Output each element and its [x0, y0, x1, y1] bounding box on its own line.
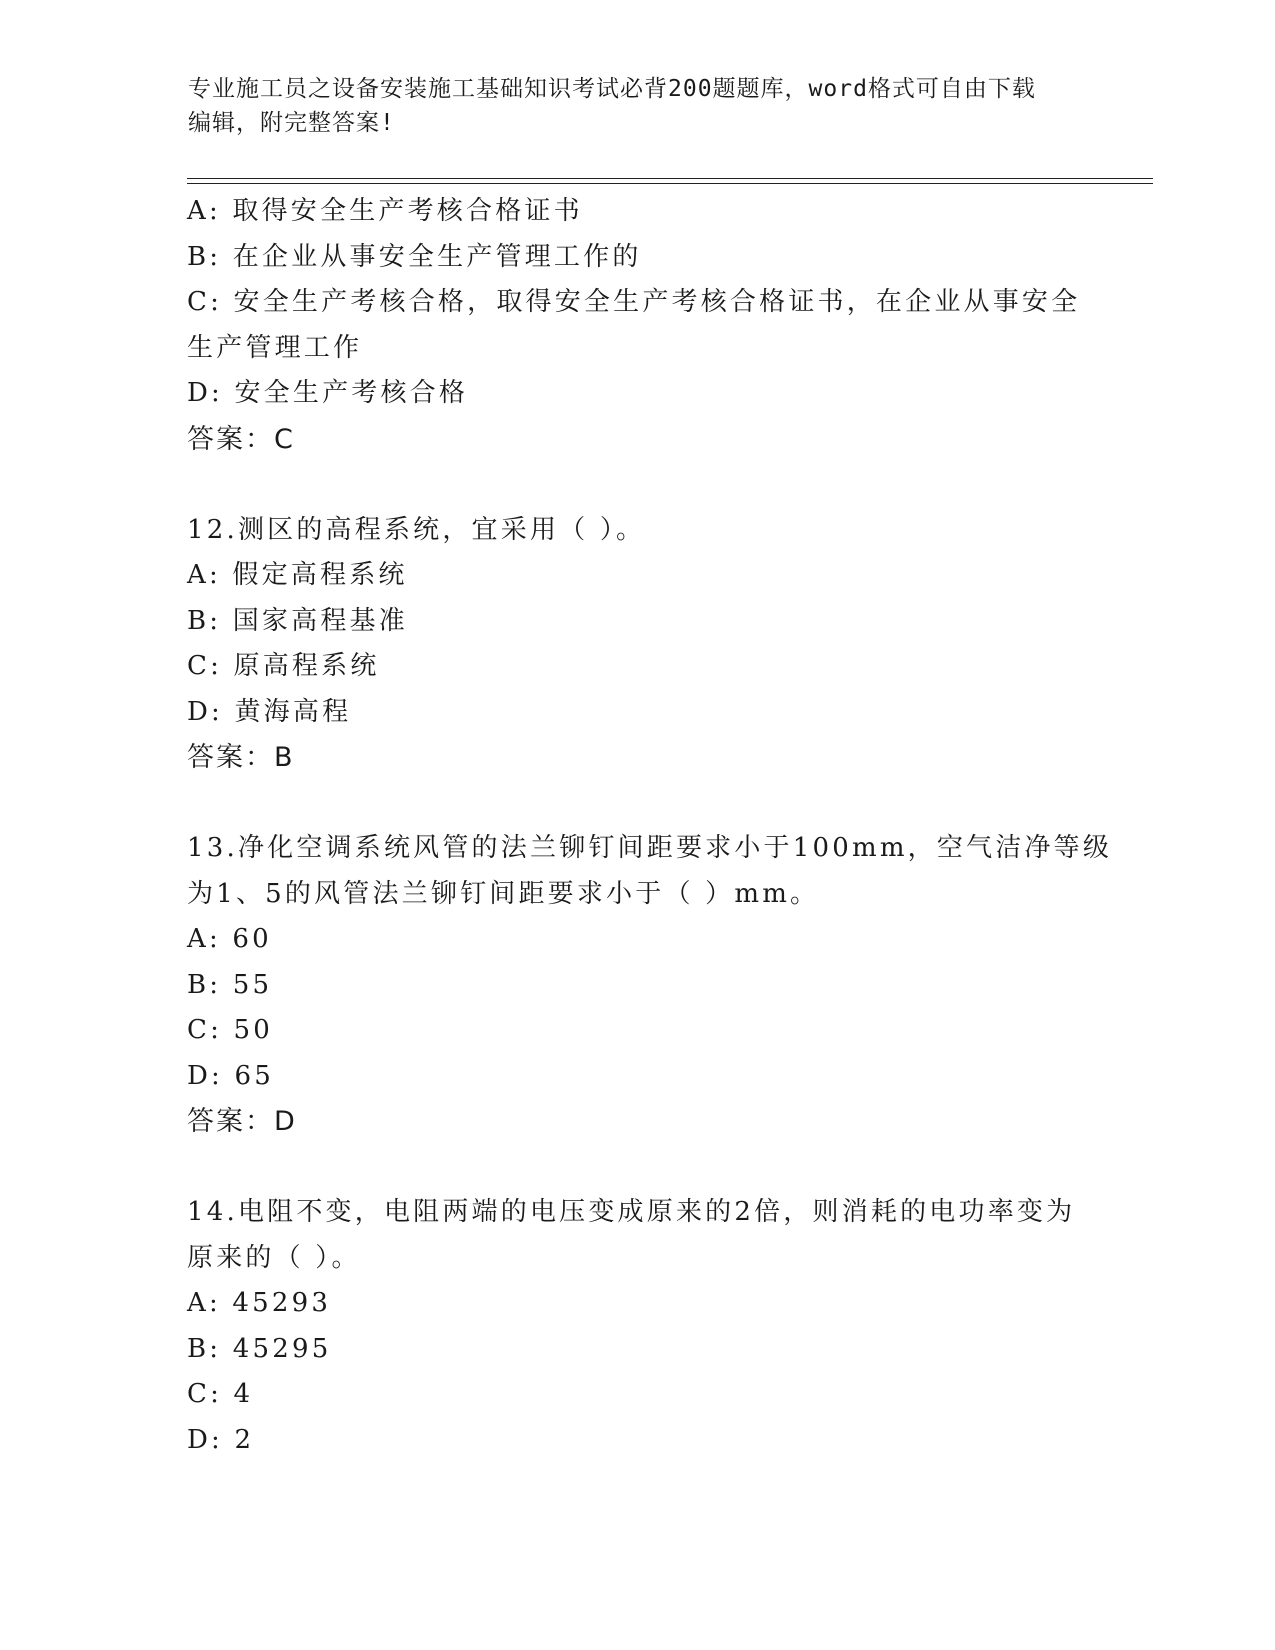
question-13: [187, 826, 1113, 1145]
header-title-line-2: 编辑，附完整答案!: [188, 110, 395, 136]
question-12: [187, 508, 1087, 781]
option-d: D: 安全生产考核合格: [187, 378, 469, 408]
option-c: C: 安全生产考核合格，取得安全生产考核合格证书，在企业从事安全: [187, 287, 1081, 317]
option-a: A: 取得安全生产考核合格证书: [187, 196, 583, 226]
header-title-line-1: 专业施工员之设备安装施工基础知识考试必背200题题库，word格式可自由下载: [188, 76, 1036, 102]
header-divider-bottom: [187, 183, 1153, 184]
option-b: B: 在企业从事安全生产管理工作的: [187, 241, 642, 272]
question-stem-continued: 为1、5的风管法兰铆钉间距要求小于（ ）mm。: [187, 878, 820, 909]
option-c-continued: 生产管理工作: [187, 332, 363, 363]
option-c: C: 50: [187, 1015, 274, 1045]
question-stem: 13.净化空调系统风管的法兰铆钉间距要求小于100mm，空气洁净等级: [187, 833, 1113, 863]
header-divider-top: [187, 178, 1153, 179]
document-header: [188, 72, 1068, 140]
option-c: C: 原高程系统: [187, 651, 380, 681]
answer: 答案：D: [187, 1106, 297, 1137]
option-b: B: 国家高程基准: [187, 605, 408, 636]
option-a: A: 60: [187, 924, 272, 954]
option-d: D: 黄海高程: [187, 696, 352, 727]
spacer: [187, 462, 1087, 508]
question-stem: 14.电阻不变，电阻两端的电压变成原来的2倍，则消耗的电功率变为: [187, 1197, 1076, 1227]
option-b: B: 55: [187, 969, 273, 1000]
option-d: D: 2: [187, 1424, 255, 1455]
spacer: [187, 781, 1087, 827]
question-stem-continued: 原来的（ ）。: [187, 1242, 361, 1273]
option-a: A: 假定高程系统: [187, 560, 408, 590]
option-b: B: 45295: [187, 1333, 332, 1364]
answer: 答案：C: [187, 423, 295, 455]
answer: 答案：B: [187, 742, 295, 773]
option-a: A: 45293: [187, 1288, 332, 1318]
question-11: [187, 189, 1087, 462]
spacer: [187, 1145, 1087, 1191]
option-c: C: 4: [187, 1379, 254, 1409]
question-stem: 12.测区的高程系统，宜采用（ ）。: [187, 514, 646, 545]
option-d: D: 65: [187, 1060, 274, 1091]
question-list: [187, 189, 1113, 1463]
question-14: [187, 1190, 1087, 1463]
